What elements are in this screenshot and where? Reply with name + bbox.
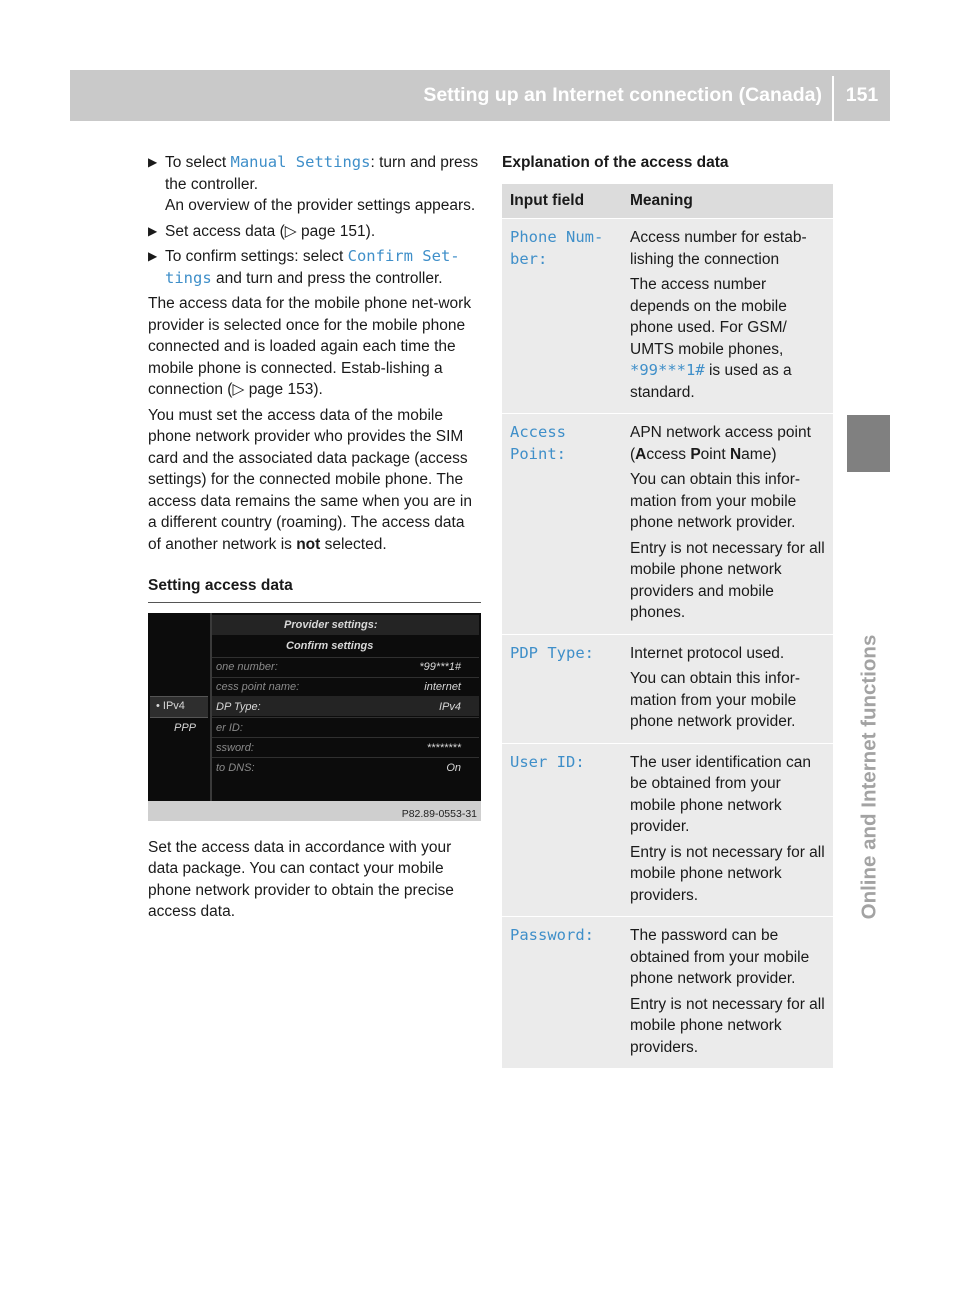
screen-row-label: er ID: bbox=[216, 721, 243, 734]
screen-row-divider bbox=[212, 757, 479, 758]
meaning-cell: The password can be obtained from your mobile phone network provider. Entry is not necessary for all mobile phone network providers. bbox=[622, 917, 833, 1069]
code-access-number: *99***1# bbox=[630, 361, 705, 379]
access-data-table bbox=[502, 184, 833, 1068]
header-title: Setting up an Internet connection (Canada) bbox=[423, 84, 822, 106]
table-title: Explanation of the access data bbox=[502, 154, 729, 171]
table-row bbox=[502, 219, 833, 414]
meaning-cell: APN network access point (Access Point Name) You can obtain this infor-mation from your mobile phone network provider. Entry is not necessary for all mobile phone network providers and mobile phones. bbox=[622, 414, 833, 635]
page-number: 151 bbox=[845, 84, 879, 106]
screen-title: Provider settings: bbox=[284, 618, 378, 631]
screen-menu-ipv4: • IPv4 bbox=[156, 699, 185, 712]
triangle-right-icon: ▶ bbox=[148, 249, 158, 263]
provider-settings-screenshot bbox=[148, 613, 481, 821]
step-result: An overview of the provider settings appears. bbox=[165, 197, 476, 214]
code-manual-settings: Manual Settings bbox=[230, 153, 371, 171]
screen-row-label: cess point name: bbox=[216, 680, 300, 693]
table-row bbox=[502, 917, 833, 1069]
screen-row-value: IPv4 bbox=[438, 700, 461, 713]
screen-row-divider bbox=[212, 717, 479, 718]
screen-row-label: to DNS: bbox=[216, 761, 255, 774]
screenshot-caption: P82.89-0553-31 bbox=[401, 807, 477, 820]
step-confirm-settings: ▶ To confirm settings: select Confirm Set‐ tings and turn and press the controller. bbox=[148, 247, 460, 287]
screen-row-value: internet bbox=[424, 680, 461, 693]
triangle-right-outline-icon: ▷ bbox=[232, 381, 245, 398]
paragraph-access-data-loaded: The access data for the mobile phone net-work provider is selected once for the mobile phone connected and is loaded again each time the mobile phone is connected. Estab-lishing a connection (▷ page 153). bbox=[148, 295, 472, 398]
field-access-point: Access Point: bbox=[502, 414, 622, 635]
page-reference[interactable]: page 153 bbox=[248, 381, 314, 398]
paragraph-contact-provider: Set the access data in accordance with your data package. You can contact your mobile phone network provider to obtain the precise access data. bbox=[148, 838, 454, 920]
screen-row-value: On bbox=[446, 761, 461, 774]
meaning-cell: Internet protocol used. You can obtain this infor-mation from your mobile phone network provider. bbox=[622, 634, 833, 743]
triangle-right-icon: ▶ bbox=[148, 155, 158, 169]
table-row bbox=[502, 743, 833, 917]
step-set-access-data: ▶ Set access data (▷ page 151). bbox=[148, 221, 481, 243]
screen-row-value: ******** bbox=[426, 741, 461, 754]
left-column bbox=[148, 152, 481, 927]
screen-row-divider bbox=[212, 657, 479, 658]
field-password: Password: bbox=[502, 917, 622, 1069]
section-title: Setting access data bbox=[148, 575, 481, 603]
screen-row-value: *99***1# bbox=[419, 660, 461, 673]
screen-menu-ppp: PPP bbox=[174, 721, 197, 734]
header-meaning: Meaning bbox=[622, 184, 833, 219]
paragraph-set-access-data: You must set the access data of the mobile phone network provider who provides the SIM card and the associated data package (access settings) for the connected mobile phone. The access data remains the same when you are in a different country (roaming). The access data of another network is not selected. bbox=[148, 406, 472, 553]
field-pdp-type: PDP Type: bbox=[502, 634, 622, 743]
meaning-cell: The user identification can be obtained from your mobile phone network provider. Entry is not necessary for all mobile phone network providers. bbox=[622, 743, 833, 917]
screenshot-caption-bar bbox=[148, 801, 481, 821]
screen-row-label: ssword: bbox=[216, 741, 254, 754]
field-phone-number: Phone Num‐ ber: bbox=[502, 219, 622, 414]
triangle-right-outline-icon: ▷ bbox=[284, 222, 297, 240]
table-row bbox=[502, 634, 833, 743]
page-header bbox=[70, 70, 890, 121]
right-column bbox=[502, 152, 833, 1056]
table-row bbox=[502, 414, 833, 635]
code-confirm-settings-b: tings bbox=[165, 268, 212, 287]
screen-row-label: DP Type: bbox=[216, 700, 261, 713]
triangle-right-icon: ▶ bbox=[148, 223, 158, 238]
code-confirm-settings-a: Confirm Set‐ bbox=[347, 247, 460, 265]
table-header-row bbox=[502, 184, 833, 219]
meaning-cell: Access number for estab-lishing the connection The access number depends on the mobile phone used. For GSM/ UMTS mobile phones, *99***1# is used as a standard. bbox=[622, 219, 833, 414]
page-reference[interactable]: page 151 bbox=[301, 222, 366, 240]
screen-confirm-settings: Confirm settings bbox=[286, 639, 374, 652]
screen-row-divider bbox=[212, 737, 479, 738]
chapter-tab-marker bbox=[847, 415, 890, 472]
field-user-id: User ID: bbox=[502, 743, 622, 917]
step-select-manual-settings: ▶ To select Manual Settings: turn and press the controller. An overview of the provider settings appears. bbox=[148, 153, 479, 214]
chapter-title-vertical: Online and Internet functions bbox=[857, 634, 881, 920]
screen-row-label: one number: bbox=[216, 660, 278, 673]
screen-row-divider bbox=[212, 677, 479, 678]
header-input-field: Input field bbox=[502, 184, 622, 219]
